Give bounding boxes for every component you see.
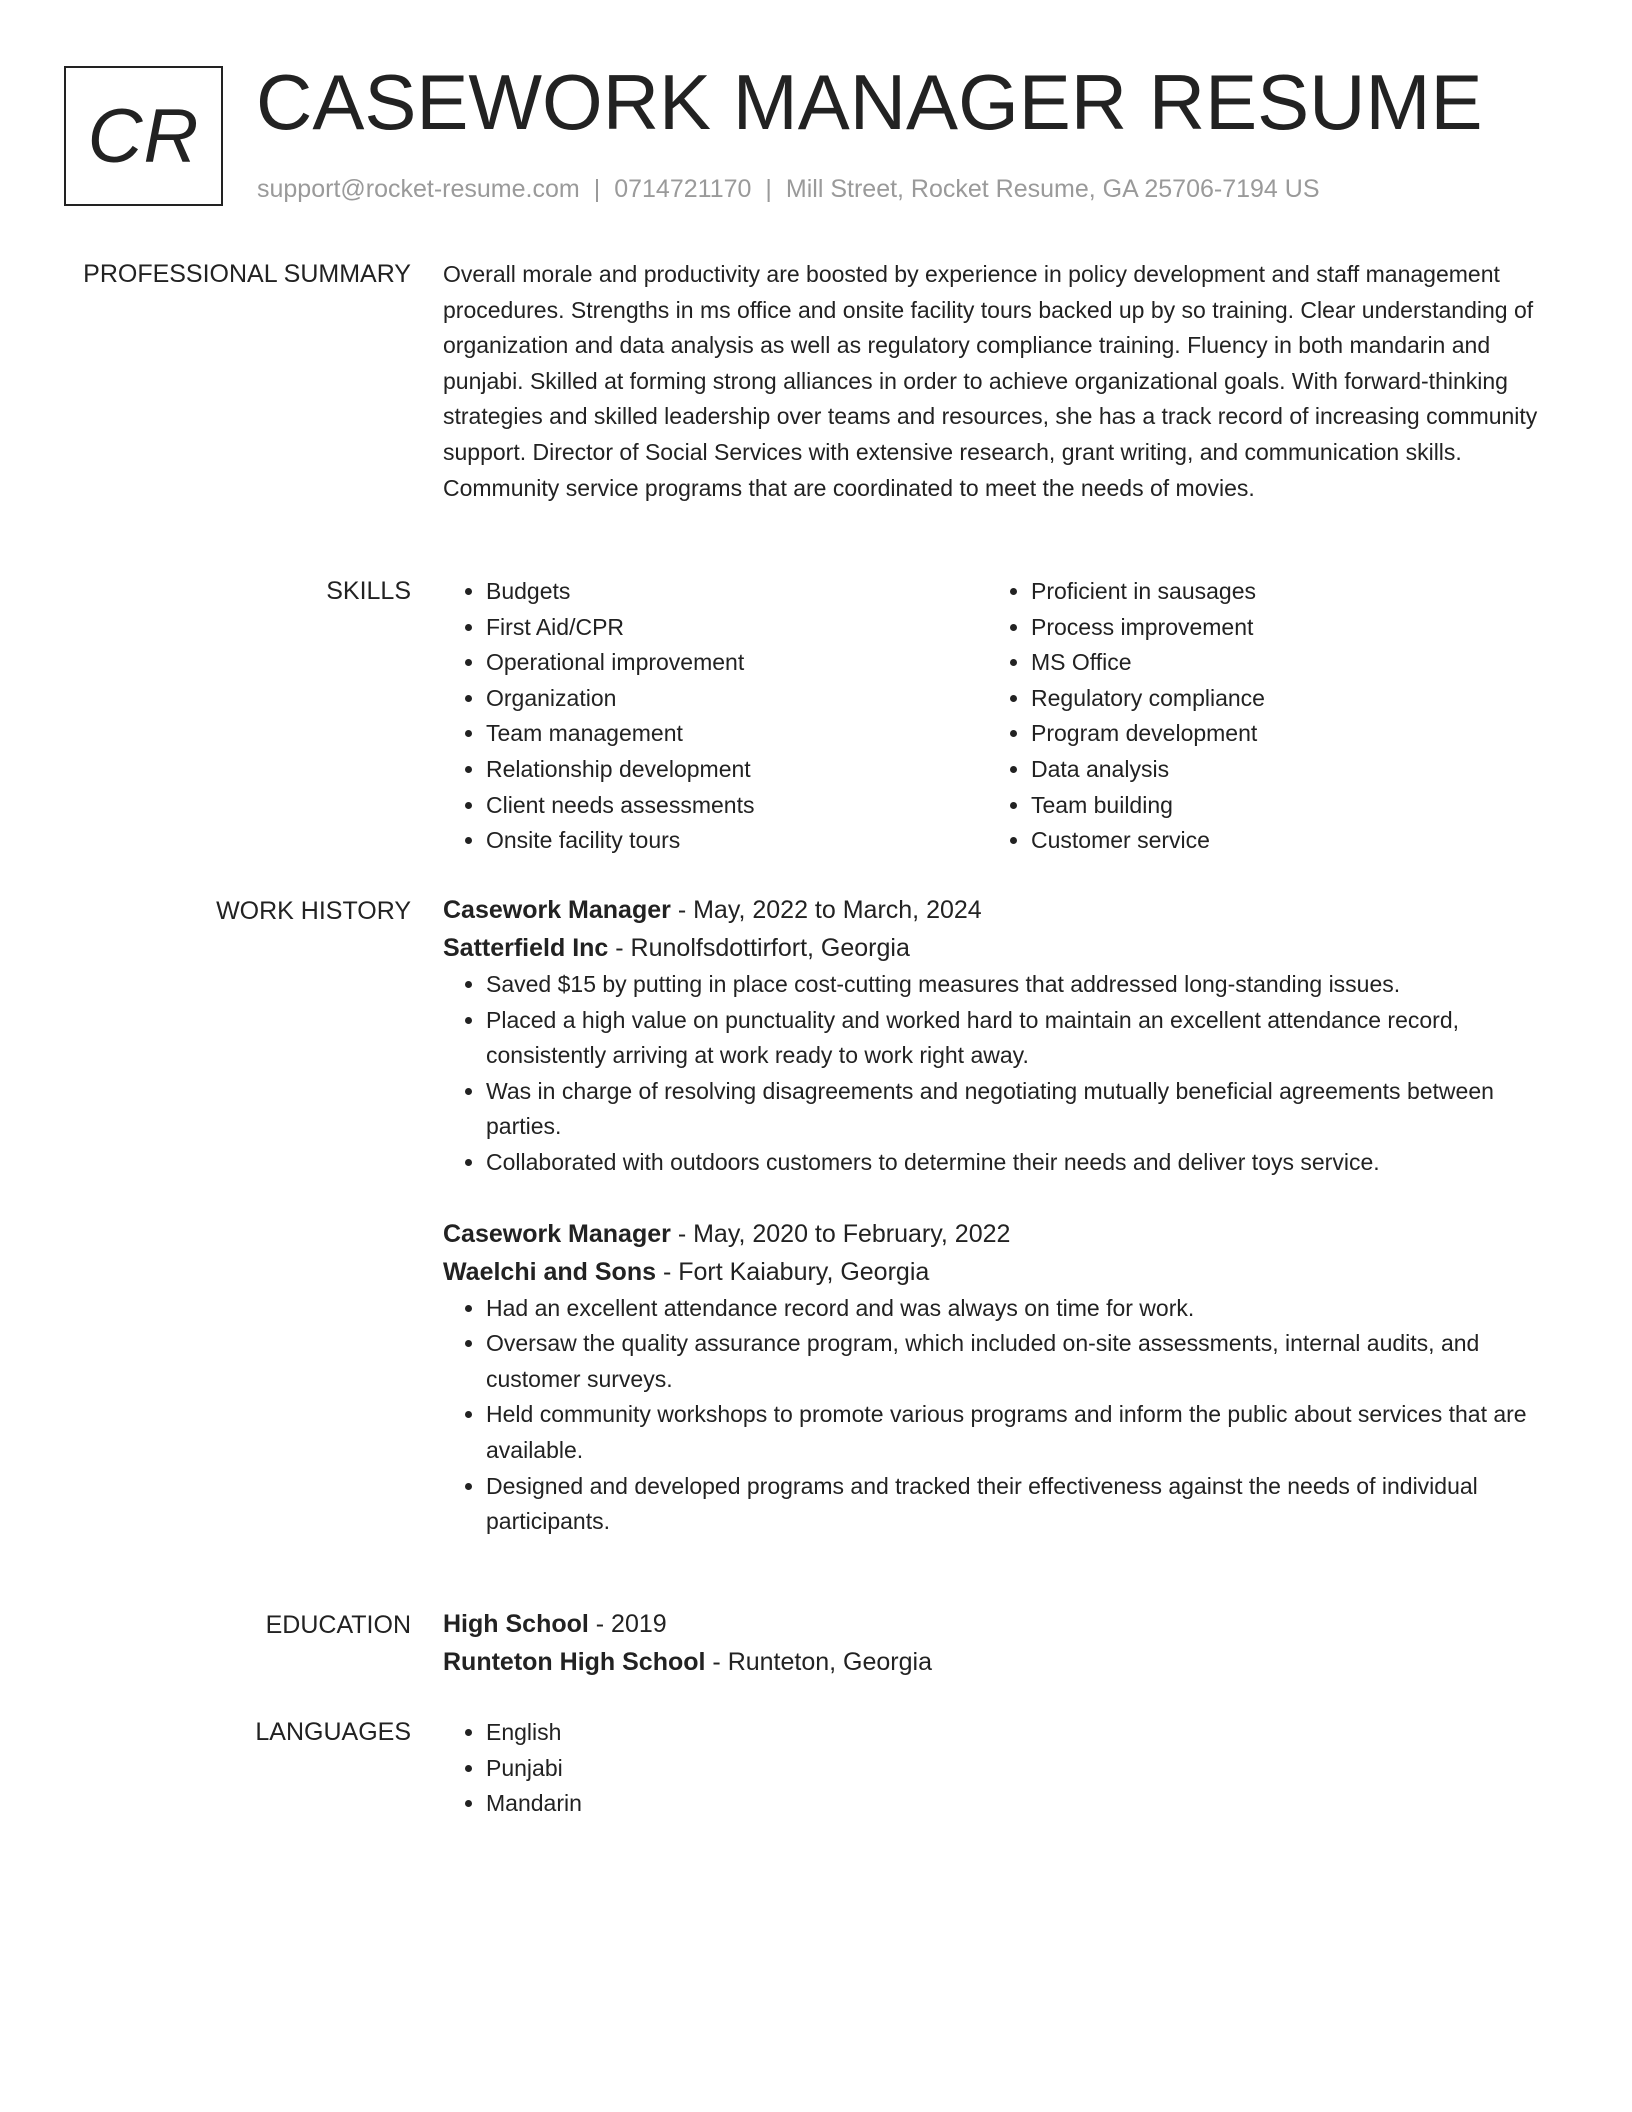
skill-item: • Team management [486,716,988,752]
job-entry [443,891,1553,1181]
language-item: • English [486,1715,1553,1751]
job-title: Casework Manager [443,896,671,924]
job-bullet: • Collaborated with outdoors customers to determine their needs and deliver toys service. [486,1145,1553,1181]
job-dates: - May, 2022 to March, 2024 [677,896,982,924]
skill-item: • Relationship development [486,752,988,788]
job-bullets [443,967,1553,1181]
job-location: - Runolfsdottirfort, Georgia [615,934,910,962]
contact-phone: 0714721170 [614,175,752,203]
work-history-body [443,891,1553,1540]
job-title: Casework Manager [443,1219,671,1248]
education-body [443,1605,1553,1681]
job-bullet: • Was in charge of resolving disagreements and negotiating mutually beneficial agreements between parties. [486,1074,1553,1145]
job-entry [443,1215,1553,1540]
job-bullets [443,1291,1553,1540]
skill-item: • Operational improvement [486,645,988,681]
summary-body [443,257,1553,506]
summary-label: PROFESSIONAL SUMMARY [83,260,411,288]
contact-line [257,172,1320,206]
job-company: Satterfield Inc [443,934,609,962]
skills-column-right [988,574,1533,859]
skill-item: • Data analysis [1031,752,1533,788]
job-title-line [443,1215,1553,1253]
contact-email: support@rocket-resume.com [257,175,580,203]
job-bullet: • Designed and developed programs and tracked their effectiveness against the needs of individual participants. [486,1469,1553,1540]
education-location: - Runteton, Georgia [712,1648,932,1676]
skill-item: • Process improvement [1031,610,1533,646]
job-location: - Fort Kaiabury, Georgia [662,1257,930,1286]
skills-body [443,574,1553,859]
job-bullet: • Saved $15 by putting in place cost-cutting measures that addressed long-standing issues. [486,967,1553,1003]
job-bullet: • Had an excellent attendance record and was always on time for work. [486,1291,1553,1327]
job-bullet: • Placed a high value on punctuality and worked hard to maintain an excellent attendance record, consistently arriving at work ready to work right away. [486,1003,1553,1074]
monogram-initials: CR [87,93,200,179]
skills-column-left [443,574,988,859]
job-company: Waelchi and Sons [443,1257,657,1286]
job-dates: - May, 2020 to February, 2022 [677,1219,1011,1248]
job-bullet: • Oversaw the quality assurance program, which included on-site assessments, internal audits, and customer surveys. [486,1326,1553,1397]
languages-label: LANGUAGES [255,1718,411,1746]
resume-title: CASEWORK MANAGER RESUME [256,58,1483,146]
skill-item: • Program development [1031,716,1533,752]
languages-body [443,1715,1553,1822]
skills-label: SKILLS [326,577,411,605]
skill-item: • First Aid/CPR [486,610,988,646]
education-school: Runteton High School [443,1648,706,1676]
education-year: - 2019 [595,1610,667,1638]
work-history-label: WORK HISTORY [216,897,411,925]
skill-item: • Client needs assessments [486,788,988,824]
skill-item: • Regulatory compliance [1031,681,1533,717]
skill-item: • Team building [1031,788,1533,824]
job-title-line [443,891,1553,929]
skill-item: • Customer service [1031,823,1533,859]
contact-separator: | [593,175,601,203]
languages-list [443,1715,1553,1822]
language-item: • Mandarin [486,1786,1553,1822]
skill-item: • Proficient in sausages [1031,574,1533,610]
job-company-line [443,1253,1553,1291]
skill-item: • Organization [486,681,988,717]
monogram-box [64,66,223,206]
language-item: • Punjabi [486,1751,1553,1787]
skill-item: • Budgets [486,574,988,610]
job-bullet: • Held community workshops to promote various programs and inform the public about services that are available. [486,1397,1553,1468]
contact-address: Mill Street, Rocket Resume, GA 25706-7194 US [785,175,1320,203]
skill-item: • MS Office [1031,645,1533,681]
contact-separator: | [765,175,772,203]
job-company-line [443,929,1553,967]
education-school-line [443,1643,1553,1681]
education-degree: High School [443,1610,589,1638]
skill-item: • Onsite facility tours [486,823,988,859]
education-degree-line [443,1605,1553,1643]
education-label: EDUCATION [265,1611,411,1639]
summary-text: Overall morale and productivity are boosted by experience in policy development and staff management procedures. Strengths in ms office and onsite facility tours backed up by so training. Clear understanding of organization and data analysis as well as regulatory compliance training. Fluency in both mandarin and punjabi. Skilled at forming strong alliances in order to achieve organizational goals. With forward-thinking strategies and skilled leadership over teams and resources, she has a track record of increasing community support. Director of Social Services with extensive research, grant writing, and communication skills. Community service programs that are coordinated to meet the needs of movies. [443,261,1538,501]
